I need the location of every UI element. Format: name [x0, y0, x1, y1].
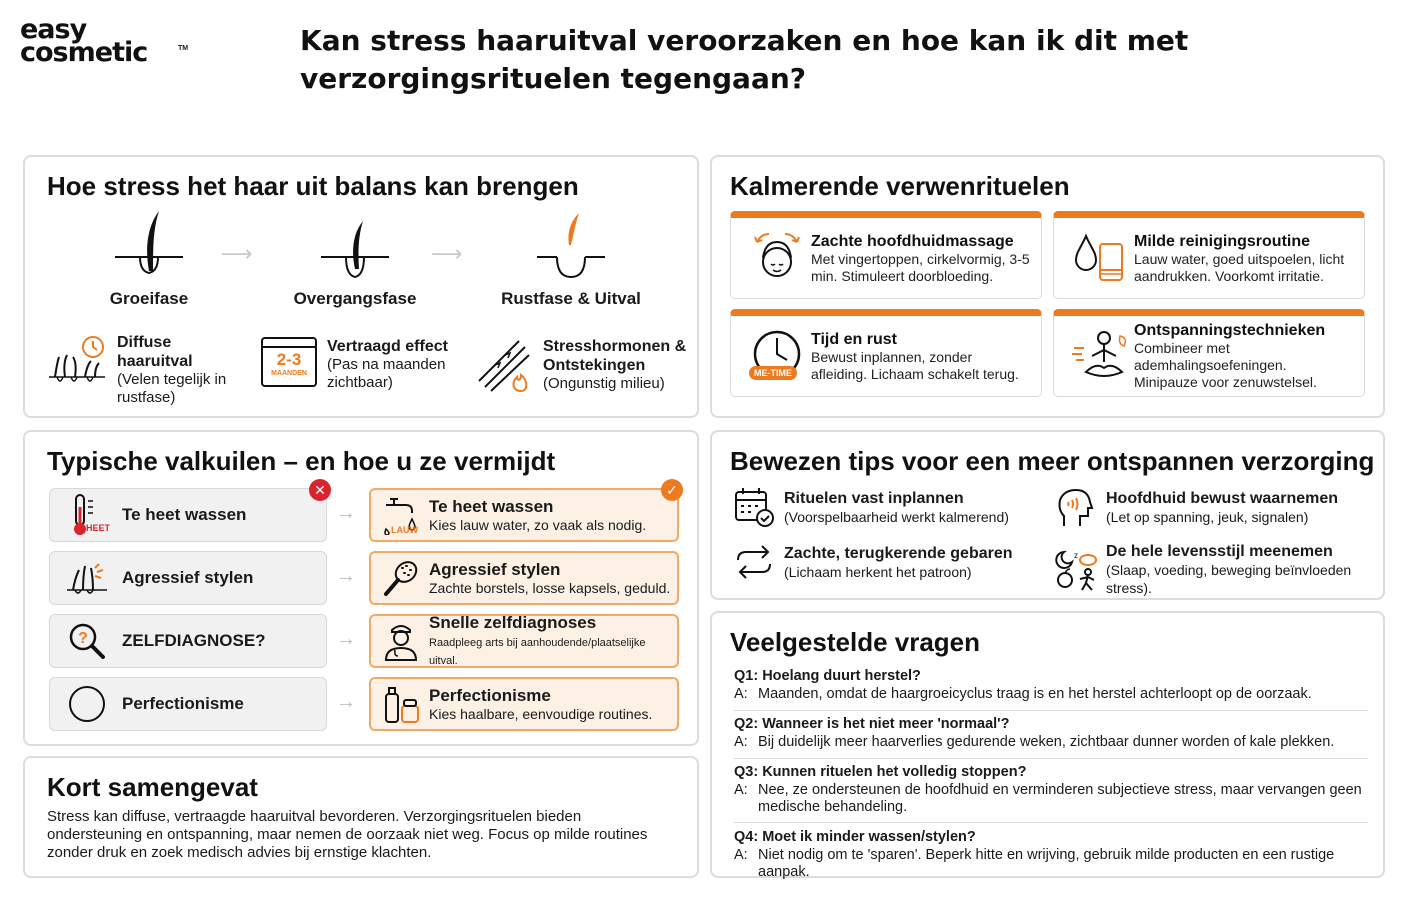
ritual-relaxation: [1053, 309, 1365, 397]
pitfall-label: ZELFDIAGNOSE?: [122, 631, 266, 650]
effect-hormones: [475, 337, 695, 393]
stress-card-title: Hoe stress het haar uit balans kan brengen: [47, 171, 579, 201]
solution-text: Zachte borstels, losse kapsels, geduld.: [429, 580, 671, 596]
faq-question: Q4: Moet ik minder wassen/stylen?: [734, 829, 976, 845]
stress-flame-icon: [475, 337, 533, 393]
solution-text: Raadpleeg arts bij aanhoudende/plaatselijke uitval.: [429, 637, 646, 667]
ritual-time-rest: [730, 309, 1042, 397]
page-title: Kan stress haaruitval veroorzaken en hoe kan ik dit met verzorgingsrituelen tegengaan?: [300, 24, 1189, 95]
faq-item: [734, 763, 1368, 823]
tip-text: (Voorspelbaarheid werkt kalmerend): [784, 508, 1009, 525]
pitfall-label: Perfectionisme: [122, 694, 244, 713]
pitfall-aggressive-styling: [49, 551, 327, 605]
ritual-text: Met vingertoppen, cirkelvormig, 3-5 min. Stimuleert doorbloeding.: [811, 250, 1030, 284]
pitfall-self-diagnosis: [49, 614, 327, 668]
tip-title: Hoofdhuid bewust waarnemen: [1106, 489, 1339, 507]
stress-card: [23, 155, 699, 418]
solution-self-diagnosis: [369, 614, 679, 668]
lifestyle-icon: [1054, 548, 1098, 592]
tip-title: Rituelen vast inplannen: [784, 489, 964, 507]
tip-gestures: [730, 542, 1013, 582]
brand-logo: [20, 14, 190, 68]
phase-growth: [69, 209, 229, 309]
effect-text: (Pas na maanden zichtbaar): [327, 356, 446, 391]
solution-title: Perfectionisme: [429, 686, 551, 705]
pitfall-hot-washing: [49, 488, 327, 542]
calendar-check-icon: [732, 486, 776, 528]
hair-loss-clock-icon: [47, 333, 107, 389]
faq-item: [734, 715, 1368, 759]
pitfall-label: Te heet wassen: [122, 505, 247, 524]
effect-title: Stresshormonen & Ontstekingen: [543, 338, 687, 374]
tip-awareness: [1052, 486, 1338, 528]
tip-text: (Slaap, voeding, beweging beïnvloeden stress).: [1106, 562, 1352, 596]
ritual-text: Lauw water, goed uitspoelen, licht aandrukken. Voorkomt irritatie.: [1134, 250, 1345, 284]
faq-answer-prefix: A:: [734, 734, 748, 750]
ritual-mild-cleansing: [1053, 211, 1365, 299]
ritual-title: Milde reinigingsroutine: [1134, 232, 1311, 250]
faq-item: [734, 667, 1368, 711]
solution-perfectionism: [369, 677, 679, 731]
me-time-badge: ME-TIME: [749, 366, 797, 380]
faq-answer: Niet nodig om te 'sparen'. Beperk hitte en wrijving, gebruik milde producten en een rustige aanpak.: [758, 847, 1335, 880]
solution-text: Kies haalbare, eenvoudige routines.: [429, 706, 653, 722]
tip-text: (Let op spanning, jeuk, signalen): [1106, 508, 1309, 525]
faq-answer: Nee, ze ondersteunen de hoofdhuid en verminderen subjectieve stress, maar vervangen geen medische behandeling.: [758, 782, 1362, 815]
faq-answer: Maanden, omdat de haargroeicyclus traag is en het herstel achterloopt op de oorzaak.: [758, 686, 1312, 702]
pitfalls-card: [23, 430, 699, 746]
ritual-scalp-massage: [730, 211, 1042, 299]
summary-card-title: Kort samengevat: [47, 772, 258, 802]
damaged-hair-icon: [65, 558, 109, 598]
rituals-card: [710, 155, 1385, 418]
effect-text: (Ongunstig milieu): [543, 375, 665, 392]
arrow-icon: →: [336, 691, 356, 713]
phase-label: Groeifase: [109, 289, 189, 308]
solution-title: Te heet wassen: [429, 497, 554, 516]
ritual-title: Ontspanningstechnieken: [1134, 322, 1326, 339]
arrow-icon: ⟶: [431, 241, 463, 266]
shedding-hair-icon: [531, 209, 611, 285]
arrow-icon: →: [336, 565, 356, 587]
arrow-icon: ⟶: [221, 241, 253, 266]
effect-title: Vertraagd effect: [327, 338, 448, 355]
faq-question: Q3: Kunnen rituelen het volledig stoppen?: [734, 764, 1027, 780]
calendar-icon: [261, 337, 317, 387]
rituals-card-title: Kalmerende verwenrituelen: [730, 171, 1070, 201]
effect-delayed: [261, 337, 461, 392]
head-signal-icon: [1054, 486, 1098, 528]
pitfalls-card-title: Typische valkuilen – en hoe u ze vermijdt: [47, 446, 556, 476]
faq-card: [710, 611, 1385, 878]
faq-answer-prefix: A:: [734, 686, 748, 702]
brush-icon: [382, 558, 420, 598]
solution-hot-washing: [369, 488, 679, 542]
tip-title: Zachte, terugkerende gebaren: [784, 544, 1013, 562]
tip-schedule: [730, 486, 1009, 528]
head-massage-icon: [747, 228, 807, 288]
brand-trademark: TM: [178, 45, 189, 52]
phase-rest-shedding: [491, 209, 651, 309]
calendar-icon-top: 2-3: [276, 350, 302, 369]
solution-aggressive-styling: [369, 551, 679, 605]
effect-title: Diffuse haaruitval: [117, 334, 193, 370]
faq-answer-prefix: A:: [734, 782, 748, 798]
pitfall-perfectionism: [49, 677, 327, 731]
faq-card-title: Veelgestelde vragen: [730, 627, 981, 657]
arrow-icon: →: [336, 628, 356, 650]
meditation-icon: [1070, 326, 1130, 386]
cosmetics-icon: [382, 684, 420, 724]
effect-text: (Velen tegelijk in rustfase): [117, 371, 227, 406]
tip-title: De hele levensstijl meenemen: [1106, 543, 1333, 560]
faq-question: Q1: Hoelang duurt herstel?: [734, 668, 921, 684]
solution-title: Agressief stylen: [429, 560, 561, 579]
ritual-text: Combineer met ademhalingsoefeningen. Minipauze voor zenuwstelsel.: [1134, 340, 1317, 390]
hair-follicle-icon: [109, 209, 189, 285]
brand-line2: cosmetic: [20, 37, 148, 68]
faq-item: [734, 828, 1368, 880]
faq-answer: Bij duidelijk meer haarverlies gedurende weken, zichtbaar dunner worden of kale plekken.: [758, 734, 1335, 750]
summary-card: [23, 756, 699, 878]
effect-diffuse: [47, 333, 247, 407]
solution-title: Snelle zelfdiagnoses: [429, 613, 597, 632]
phase-transition: [275, 209, 435, 309]
tips-card: [710, 430, 1385, 600]
tips-card-title: Bewezen tips voor een meer ontspannen verzorging: [730, 446, 1375, 476]
svg-text:z: z: [1074, 550, 1078, 560]
arrow-icon: →: [336, 502, 356, 524]
ritual-title: Tijd en rust: [811, 330, 897, 348]
error-x-icon: ✕: [309, 479, 331, 501]
ritual-text: Bewust inplannen, zonder afleiding. Lichaam schakelt terug.: [811, 348, 1019, 382]
faq-answer-prefix: A:: [734, 847, 748, 863]
ritual-title: Zachte hoofdhuidmassage: [811, 232, 1014, 250]
hair-follicle-icon: [315, 209, 395, 285]
doctor-icon: [382, 620, 420, 662]
thermometer-label: HEET: [86, 523, 111, 533]
faucet-label: LAUW: [391, 525, 418, 535]
phase-label: Overgangsfase: [293, 289, 417, 308]
summary-text: Stress kan diffuse, vertraagde haaruitval bevorderen. Verzorgingsrituelen bieden ondersteuning en ontspanning, maar nemen de oorzaak niet weg. Focus op milde routines zonder druk en zoek medisch advies bij ernstige klachten.: [47, 808, 648, 861]
solution-text: Kies lauw water, zo vaak als nodig.: [429, 517, 647, 533]
phase-label: Rustfase & Uitval: [501, 289, 641, 308]
svg-text:?: ?: [78, 630, 88, 647]
calendar-icon-bottom: MAANDEN: [271, 370, 307, 377]
pitfall-label: Agressief stylen: [122, 568, 254, 587]
magnifier-question-icon: [67, 621, 107, 661]
circle-icon: [67, 684, 107, 724]
check-icon: ✓: [661, 479, 683, 501]
tip-lifestyle: [1052, 542, 1383, 597]
brand-line1: easy: [20, 14, 87, 45]
faq-question: Q2: Wanneer is het niet meer 'normaal'?: [734, 716, 1010, 732]
repeat-arrows-icon: [732, 542, 776, 582]
water-drop-towel-icon: [1070, 228, 1130, 288]
tip-text: (Lichaam herkent het patroon): [784, 563, 972, 580]
